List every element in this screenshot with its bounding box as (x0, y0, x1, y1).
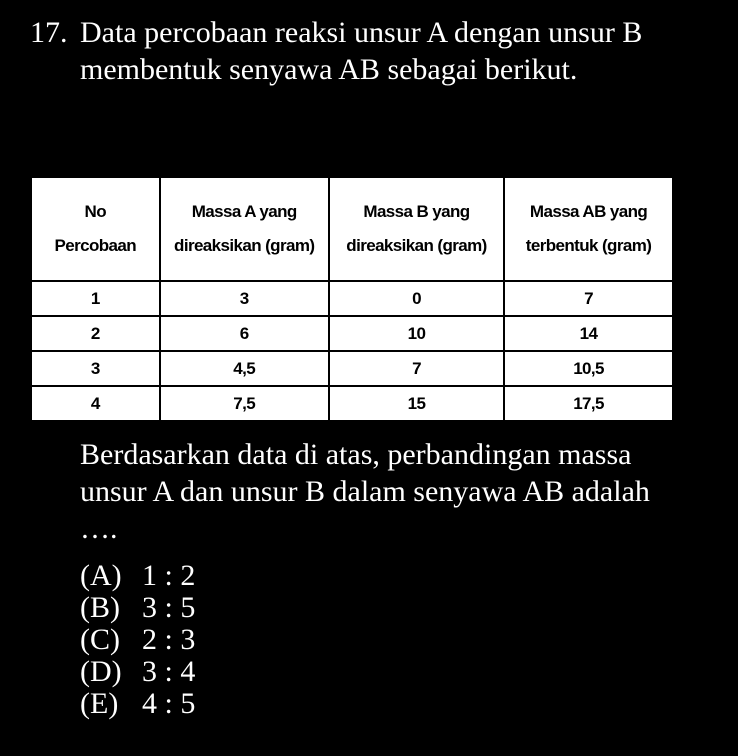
header-no: No Percobaan (31, 177, 160, 281)
table-cell: 7,5 (160, 386, 329, 421)
table-cell: 14 (504, 316, 673, 351)
table-row (31, 351, 673, 386)
table-row (31, 316, 673, 351)
table-cell: 7 (504, 281, 673, 316)
table-row (31, 386, 673, 421)
question-number: 17. (30, 16, 68, 49)
table-cell: 10 (329, 316, 504, 351)
option-c[interactable] (80, 624, 195, 656)
question-stem: Berdasarkan data di atas, perbandingan massa unsur A dan unsur B dalam senyawa AB adalah …. (80, 438, 650, 545)
table-cell: 6 (160, 316, 329, 351)
table-cell: 3 (31, 351, 160, 386)
table-cell: 15 (329, 386, 504, 421)
answer-options (80, 560, 195, 720)
table-cell: 4,5 (160, 351, 329, 386)
table-header-row (31, 177, 673, 281)
option-letter: (C) (80, 623, 120, 656)
option-letter: (D) (80, 655, 122, 688)
option-text: 3 : 5 (142, 591, 196, 624)
header-mass-a: Massa A yang direaksikan (gram) (160, 177, 329, 281)
option-b[interactable] (80, 592, 195, 624)
table-cell: 0 (329, 281, 504, 316)
table-cell: 1 (31, 281, 160, 316)
table-cell: 7 (329, 351, 504, 386)
table-row (31, 281, 673, 316)
option-a[interactable] (80, 560, 195, 592)
option-text: 1 : 2 (142, 559, 196, 592)
option-text: 4 : 5 (142, 687, 196, 720)
header-mass-b: Massa B yang direaksikan (gram) (329, 177, 504, 281)
option-e[interactable] (80, 688, 195, 720)
table-cell: 10,5 (504, 351, 673, 386)
option-d[interactable] (80, 656, 195, 688)
option-letter: (E) (80, 687, 119, 720)
table-cell: 3 (160, 281, 329, 316)
table-cell: 4 (31, 386, 160, 421)
table-cell: 17,5 (504, 386, 673, 421)
question-intro: Data percobaan reaksi unsur A dengan unsur B membentuk senyawa AB sebagai berikut. (80, 16, 643, 86)
option-letter: (B) (80, 591, 120, 624)
option-text: 2 : 3 (142, 623, 196, 656)
header-mass-ab: Massa AB yang terbentuk (gram) (504, 177, 673, 281)
data-table (30, 176, 674, 422)
table-cell: 2 (31, 316, 160, 351)
option-text: 3 : 4 (142, 655, 196, 688)
option-letter: (A) (80, 559, 122, 592)
